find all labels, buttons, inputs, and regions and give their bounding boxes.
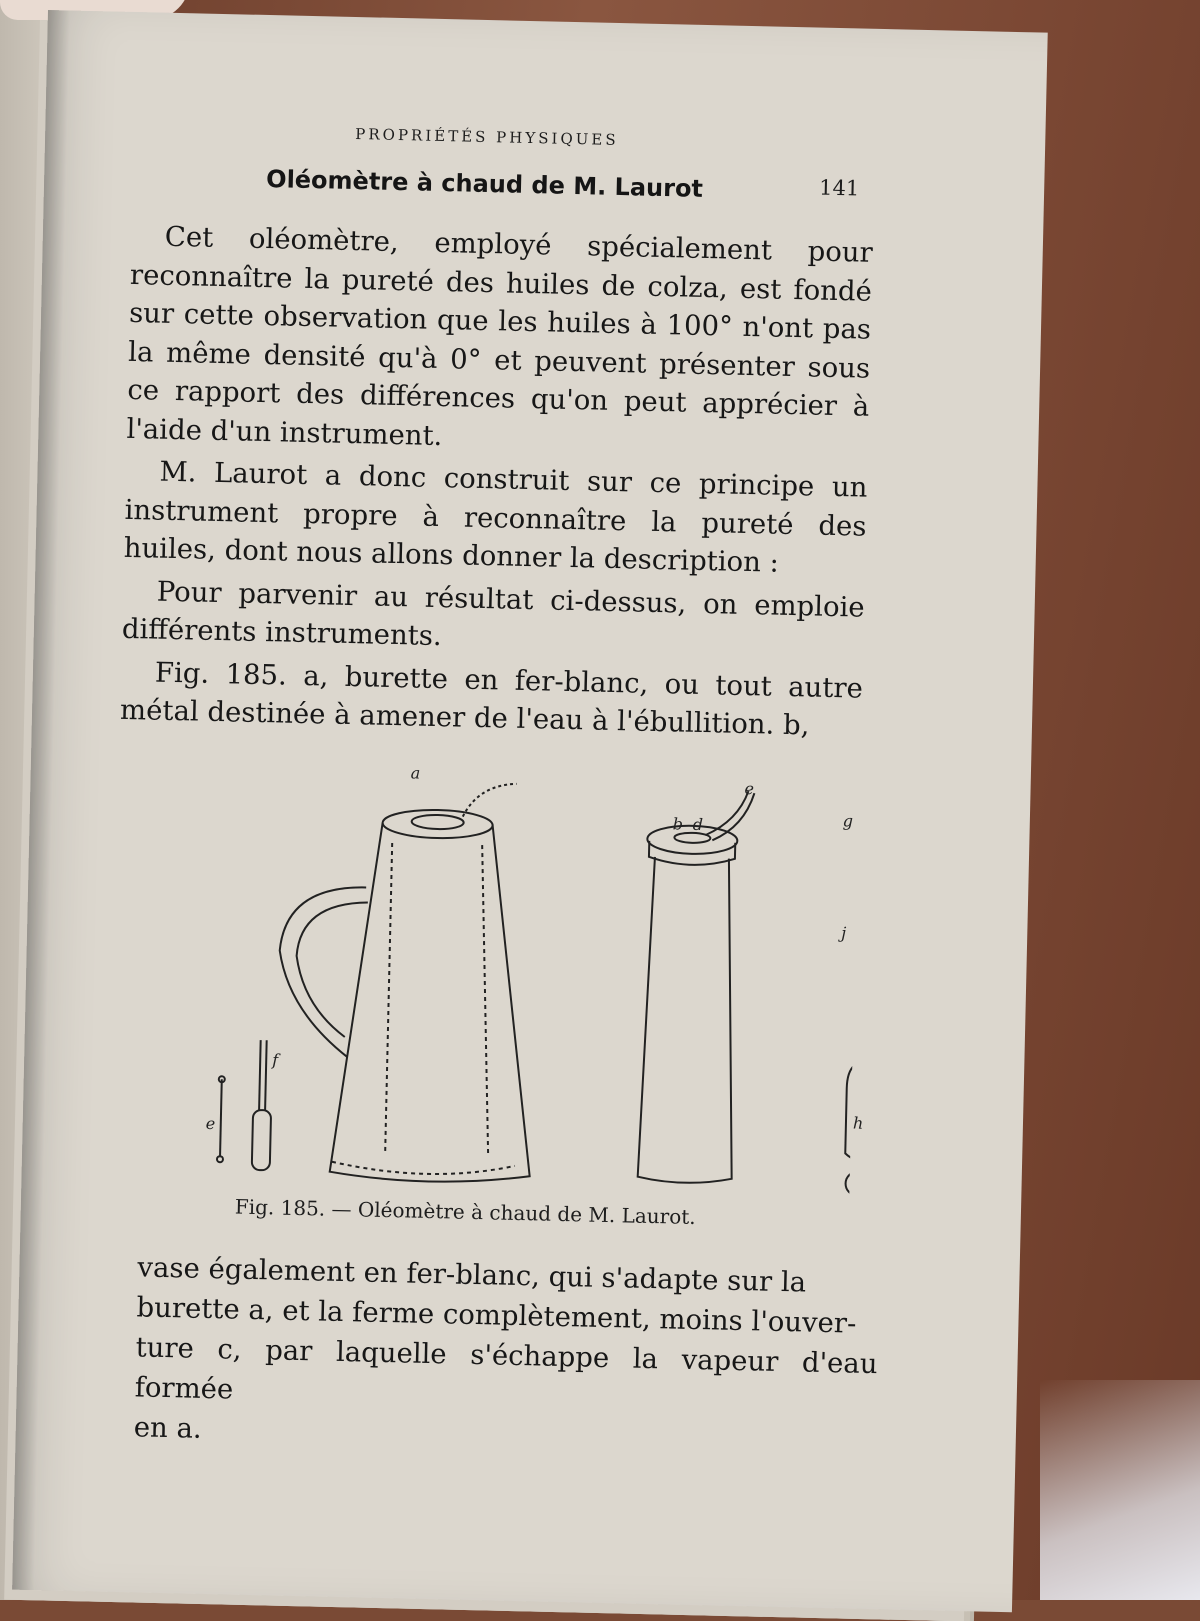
figure-label-f: f	[272, 1050, 278, 1069]
paragraph: Pour parvenir au résultat ci-dessus, on emploie différents instruments.	[122, 571, 866, 665]
text-line: vase également en fer-blanc, qui s'adapte sur la	[137, 1247, 880, 1304]
small-rod-e	[217, 1076, 225, 1162]
continuation-text	[133, 1247, 879, 1464]
figure-label-h: h	[853, 1114, 864, 1133]
figure-label-g: g	[843, 811, 854, 830]
text-line: en a.	[133, 1407, 876, 1464]
figure-label-e-small: e	[206, 1114, 216, 1133]
figure-label-e-top: e	[744, 779, 754, 798]
figure-label-a: a	[411, 763, 421, 782]
figure-illustration	[129, 747, 859, 1203]
figure-185	[129, 747, 859, 1203]
thermometer	[844, 823, 859, 1195]
vase-b	[638, 789, 755, 1184]
body-text	[120, 217, 874, 750]
figure-label-j: j	[841, 923, 846, 942]
page-number: 141	[819, 176, 860, 201]
paragraph: Cet oléomètre, employé spécialement pour reconnaître la pureté des huiles de colza, est fondé sur cette observation que les huiles à 100° n'ont pas la même densité qu'à 0° et peuvent présenter sous ce rapport des différences qu'on peut apprécier à l'aide d'un instrument.	[126, 217, 873, 465]
paragraph: M. Laurot a donc construit sur ce principe un instrument propre à reconnaître la pureté des huiles, dont nous allons donner la description :	[123, 452, 867, 584]
section-title: Oléomètre à chaud de M. Laurot	[266, 165, 703, 203]
running-head: PROPRIÉTÉS PHYSIQUES	[355, 125, 619, 149]
small-tube-f	[252, 1040, 273, 1170]
figure-label-b: b	[672, 814, 683, 833]
burette-a	[275, 779, 539, 1184]
paragraph: Fig. 185. a, burette en fer-blanc, ou tout autre métal destinée à amener de l'eau à l'ébullition. b,	[120, 652, 864, 746]
background-light	[1040, 1380, 1200, 1600]
text-line: ture c, par laquelle s'échappe la vapeur d'eau formée	[134, 1327, 878, 1424]
text-line: burette a, et la ferme complètement, moins l'ouver-	[136, 1287, 879, 1344]
book-page	[12, 10, 1048, 1612]
figure-label-d: d	[692, 815, 703, 834]
figure-caption: Fig. 185. — Oléomètre à chaud de M. Laurot.	[235, 1195, 696, 1229]
